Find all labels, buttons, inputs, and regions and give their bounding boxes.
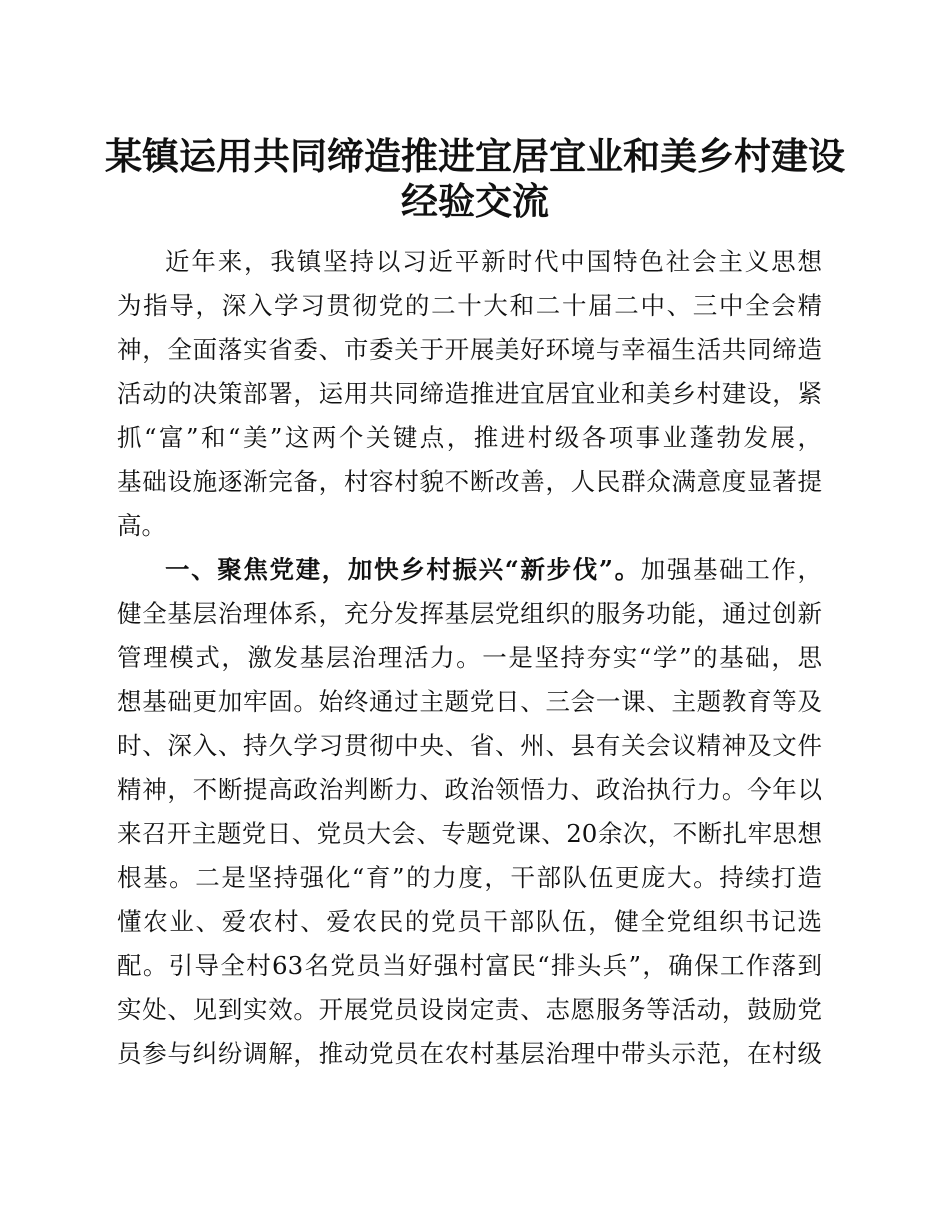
intro-line: 为指导，深入学习贯彻党的二十大和二十届二中、三中全会精 bbox=[117, 291, 822, 320]
section1-line: 时、深入、持久学习贯彻中央、省、州、县有关会议精神及文件 bbox=[117, 731, 822, 760]
intro-line: 高。 bbox=[117, 511, 166, 540]
section1-line: 精神，不断提高政治判断力、政治领悟力、政治执行力。今年以 bbox=[117, 775, 822, 804]
intro-line: 抓“富”和“美”这两个关键点，推进村级各项事业蓬勃发展， bbox=[117, 423, 822, 452]
section1-line: 懂农业、爱农村、爱农民的党员干部队伍，健全党组织书记选 bbox=[117, 907, 822, 936]
intro-line: 活动的决策部署，运用共同缔造推进宜居宜业和美乡村建设，紧 bbox=[117, 379, 822, 408]
section1-first-line bbox=[165, 548, 822, 592]
intro-line: 近年来，我镇坚持以习近平新时代中国特色社会主义思想 bbox=[165, 247, 822, 276]
section1-line: 根基。二是坚持强化“育”的力度，干部队伍更庞大。持续打造 bbox=[117, 863, 822, 892]
document-title-line-2: 经验交流 bbox=[401, 179, 549, 223]
document-title-line-1: 某镇运用共同缔造推进宜居宜业和美乡村建设 bbox=[105, 134, 845, 178]
intro-line: 神，全面落实省委、市委关于开展美好环境与幸福生活共同缔造 bbox=[117, 335, 822, 364]
section1-line: 配。引导全村63名党员当好强村富民“排头兵”，确保工作落到 bbox=[117, 951, 822, 980]
section1-heading: 一、聚焦党建，加快乡村振兴“新步伐”。 bbox=[165, 555, 641, 584]
section1-line: 员参与纠纷调解，推动党员在农村基层治理中带头示范，在村级 bbox=[117, 1039, 822, 1068]
section1-line: 想基础更加牢固。始终通过主题党日、三会一课、主题教育等及 bbox=[117, 687, 822, 716]
section1-line: 来召开主题党日、党员大会、专题党课、20余次，不断扎牢思想 bbox=[117, 819, 822, 848]
intro-line: 基础设施逐渐完备，村容村貌不断改善，人民群众满意度显著提 bbox=[117, 467, 822, 496]
section1-line: 健全基层治理体系，充分发挥基层党组织的服务功能，通过创新 bbox=[117, 599, 822, 628]
section1-line: 管理模式，激发基层治理活力。一是坚持夯实“学”的基础，思 bbox=[117, 643, 822, 672]
section1-first-line-rest: 加强基础工作， bbox=[640, 555, 822, 584]
section1-line: 实处、见到实效。开展党员设岗定责、志愿服务等活动，鼓励党 bbox=[117, 995, 822, 1024]
